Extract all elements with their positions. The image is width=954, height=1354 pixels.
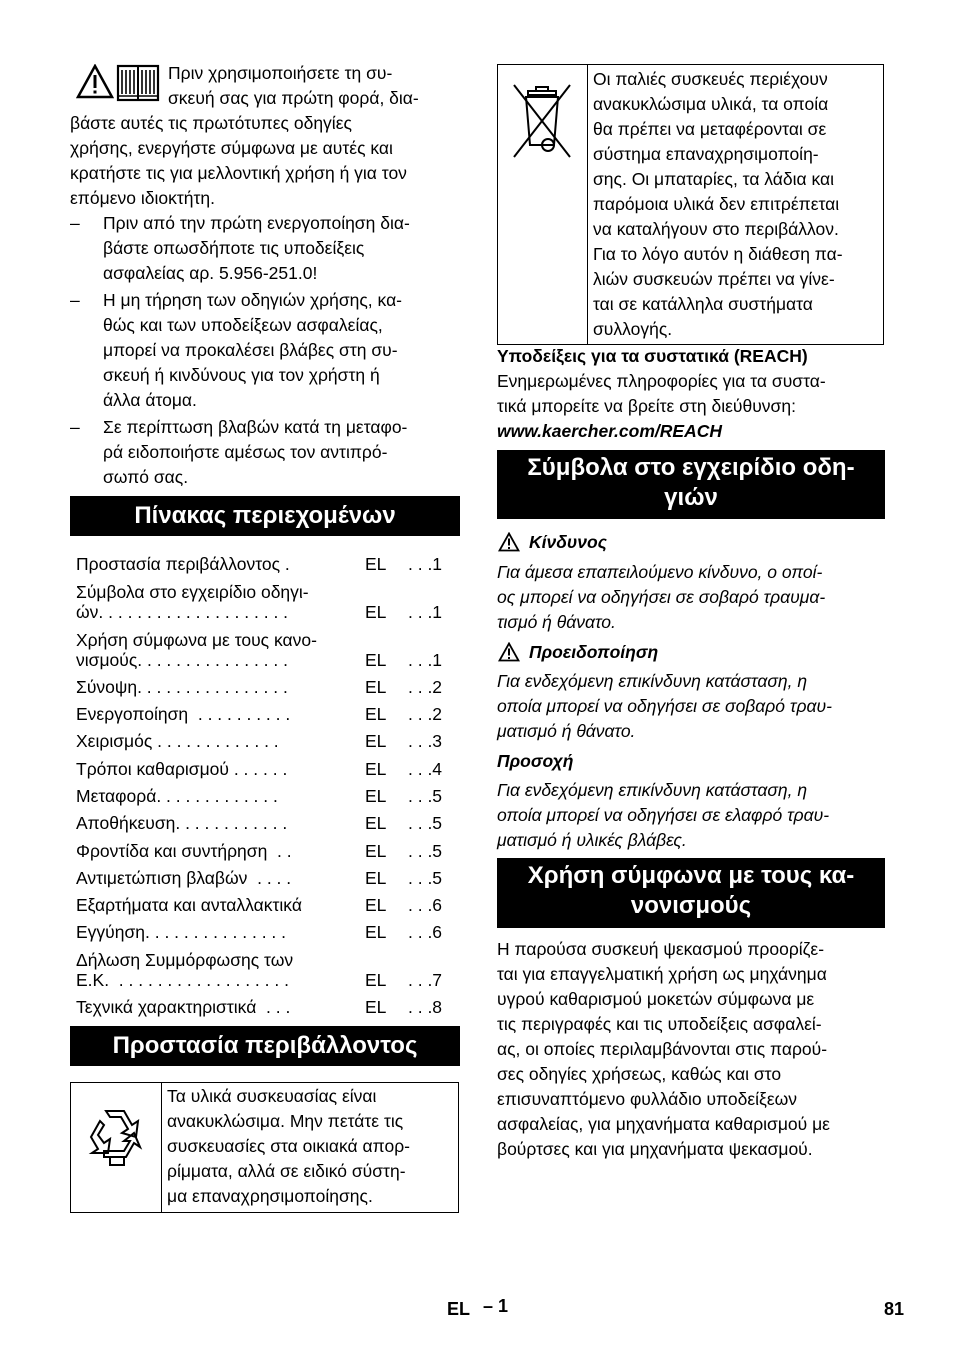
- packaging-recycle-box: [70, 1082, 459, 1213]
- danger-line: τισμό ή θάνατο.: [497, 612, 616, 632]
- toc-lang: EL: [365, 841, 387, 861]
- bullet-dash: –: [70, 213, 80, 233]
- heading-line: γιών: [664, 484, 718, 511]
- toc-page: . . .7: [408, 970, 443, 990]
- heading-line: Σύμβολα στο εγχειρίδιο οδη-: [527, 454, 855, 481]
- toc-title-cont: νισμούς. . . . . . . . . . . . . . . .: [76, 650, 288, 670]
- toc-title: Μεταφορά. . . . . . . . . . . . .: [76, 786, 278, 806]
- bullet-line: Πριν από την πρώτη ενεργοποίηση δια-: [103, 213, 410, 233]
- packaging-line: ρίμματα, αλλά σε ειδικό σύστη-: [167, 1161, 406, 1181]
- danger-warning-icon: [498, 532, 520, 552]
- bullet-line: Σε περίπτωση βλαβών κατά τη μεταφο-: [103, 417, 408, 437]
- bullet-line: Η μη τήρηση των οδηγιών χρήσης, κα-: [103, 290, 403, 310]
- packaging-line: ανακυκλώσιμα. Μην πετάτε τις: [167, 1111, 404, 1131]
- devices-line: να καταλήγουν στο περιβάλλον.: [593, 219, 839, 239]
- heading-line: Χρήση σύμφωνα με τους κα-: [527, 862, 855, 889]
- toc-lang: EL: [365, 868, 387, 888]
- toc-page: . . .3: [408, 731, 443, 751]
- toc-row[interactable]: [76, 554, 456, 574]
- crossed-out-bin-icon: [512, 83, 572, 159]
- packaging-line: Τα υλικά συσκευασίας είναι: [167, 1086, 377, 1106]
- danger-line: Για άμεσα επαπειλούμενο κίνδυνο, ο οποί-: [497, 562, 823, 582]
- toc-lang: EL: [365, 922, 387, 942]
- packaging-line: μα επαναχρησιμοποίησης.: [167, 1186, 373, 1206]
- devices-line: ται σε κατάλληλα συστήματα: [593, 294, 813, 314]
- caution-line: Για ενδεχόμενη επικίνδυνη κατάσταση, η: [497, 780, 808, 800]
- toc-page: . . .8: [408, 997, 443, 1017]
- warning-symbol-icon: [498, 642, 520, 662]
- toc-title: Αντιμετώπιση βλαβών . . . .: [76, 868, 292, 888]
- toc-page: . . .5: [408, 868, 443, 888]
- bullet-line: ρά ειδοποιήστε αμέσως τον αντιπρό-: [103, 442, 388, 462]
- devices-line: σης. Οι μπαταρίες, τα λάδια και: [593, 169, 835, 189]
- toc-page: . . .4: [408, 759, 443, 779]
- warning-icon: [76, 64, 114, 100]
- toc-lang: EL: [365, 970, 387, 990]
- toc-row[interactable]: [76, 582, 456, 626]
- toc-page: . . .2: [408, 704, 443, 724]
- heading-line: νονισμούς: [630, 892, 752, 919]
- intended-line: επισυναπτόμενο φυλλάδιο υποδείξεων: [497, 1089, 798, 1109]
- intended-line: βούρτσες και για μηχανήματα ψεκασμού.: [497, 1139, 813, 1159]
- intro-line: κρατήστε τις για μελλοντική χρήση ή για τον: [70, 163, 407, 183]
- toc-row[interactable]: [76, 950, 456, 994]
- warning-line: Για ενδεχόμενη επικίνδυνη κατάσταση, η: [497, 671, 808, 691]
- toc-page: . . .6: [408, 922, 443, 942]
- toc-title: Προστασία περιβάλλοντος .: [76, 554, 290, 574]
- reach-line: Ενημερωμένες πληροφορίες για τα συστα-: [497, 371, 826, 391]
- toc-lang: EL: [365, 759, 387, 779]
- intended-line: ται για επαγγελματική χρήση ως μηχάνημα: [497, 964, 827, 984]
- toc-lang: EL: [365, 554, 387, 574]
- intro-line: χρήσης, ενεργήστε σύμφωνα με αυτές και: [70, 138, 393, 158]
- devices-line: ανακυκλώσιμα υλικά, τα οποία: [593, 94, 829, 114]
- toc-lang: EL: [365, 997, 387, 1017]
- danger-line: ος μπορεί να οδηγήσει σε σοβαρό τραυμα-: [497, 587, 826, 607]
- devices-line: παρόμοια υλικά δεν επιτρέπεται: [593, 194, 840, 214]
- toc-title: Εξαρτήματα και ανταλλακτικά: [76, 895, 302, 915]
- toc-title-cont: ών. . . . . . . . . . . . . . . . . . . .: [76, 602, 289, 622]
- devices-line: λιών συσκευών πρέπει να γίνε-: [593, 269, 835, 289]
- bullet-line: βάστε οπωσδήποτε τις υποδείξεις: [103, 238, 365, 258]
- caution-title: Προσοχή: [497, 751, 574, 771]
- footer-section-page: – 1: [483, 1296, 509, 1316]
- toc-page: . . .5: [408, 813, 443, 833]
- toc-page: . . .1: [408, 650, 443, 670]
- toc-title: Αποθήκευση. . . . . . . . . . . .: [76, 813, 288, 833]
- bullet-line: σωπό σας.: [103, 467, 189, 487]
- bullet-dash: –: [70, 417, 80, 437]
- toc-title: Εγγύηση. . . . . . . . . . . . . . .: [76, 922, 287, 942]
- bullet-line: θώς και των υποδείξεων ασφαλείας,: [103, 315, 383, 335]
- toc-lang: EL: [365, 677, 387, 697]
- devices-line: συλλογής.: [593, 319, 673, 339]
- toc-row[interactable]: [76, 630, 456, 674]
- toc-lang: EL: [365, 602, 387, 622]
- devices-line: θα πρέπει να μεταφέρονται σε: [593, 119, 827, 139]
- caution-line: ματισμό ή υλικές βλάβες.: [497, 830, 687, 850]
- intended-line: υγρού καθαρισμού μοκετών σύμφωνα με: [497, 989, 815, 1009]
- bullet-line: μπορεί να προκαλέσει βλάβες στη συ-: [103, 340, 398, 360]
- toc-page: . . .5: [408, 786, 443, 806]
- recycle-icon: [80, 1101, 152, 1173]
- toc-title: Φροντίδα και συντήρηση . .: [76, 841, 292, 861]
- toc-title: Σύνοψη. . . . . . . . . . . . . . . .: [76, 677, 288, 697]
- intended-line: σες οδηγίες χρήσεως, καθώς και στο: [497, 1064, 782, 1084]
- devices-line: Για το λόγο αυτόν η διάθεση πα-: [593, 244, 843, 264]
- intro-line: Πριν χρησιμοποιήσετε τη συ-: [168, 63, 393, 83]
- toc-title: Ενεργοποίηση . . . . . . . . . .: [76, 704, 291, 724]
- warning-line: οποία μπορεί να οδηγήσει σε σοβαρό τραυ-: [497, 696, 832, 716]
- toc-page: . . .1: [408, 554, 443, 574]
- toc-title: Δήλωση Συμμόρφωσης των: [76, 950, 294, 970]
- reach-url-link[interactable]: www.kaercher.com/REACH: [497, 421, 722, 441]
- toc-lang: EL: [365, 704, 387, 724]
- toc-title: Χειρισμός . . . . . . . . . . . . .: [76, 731, 279, 751]
- footer-language: EL: [447, 1299, 471, 1319]
- toc-title: Τρόποι καθαρισμού . . . . . .: [76, 759, 288, 779]
- toc-lang: EL: [365, 731, 387, 751]
- old-devices-box: [497, 64, 884, 345]
- intro-line: επόμενο ιδιοκτήτη.: [70, 188, 215, 208]
- toc-lang: EL: [365, 650, 387, 670]
- bullet-dash: –: [70, 290, 80, 310]
- toc-page: . . .2: [408, 677, 443, 697]
- reach-line: τικά μπορείτε να βρείτε στη διεύθυνση:: [497, 396, 796, 416]
- bullet-line: σκευή ή κινδύνους για τον χρήστη ή: [103, 365, 380, 385]
- symbols-heading: [497, 450, 885, 519]
- environment-heading: Προστασία περιβάλλοντος: [70, 1026, 460, 1066]
- bullet-line: ασφαλείας αρ. 5.956-251.0!: [103, 263, 318, 283]
- toc-title: Σύμβολα στο εγχειρίδιο οδηγι-: [76, 582, 309, 602]
- toc-title-cont: Ε.Κ. . . . . . . . . . . . . . . . . . .: [76, 970, 289, 990]
- toc-page: . . .5: [408, 841, 443, 861]
- toc-lang: EL: [365, 813, 387, 833]
- recycle-icon-cell: [71, 1083, 162, 1212]
- danger-title: Κίνδυνος: [529, 532, 607, 552]
- warning-title: Προειδοποίηση: [529, 642, 659, 662]
- caution-line: οποία μπορεί να οδηγήσει σε ελαφρό τραυ-: [497, 805, 830, 825]
- packaging-line: συσκευασίες στα οικιακά απορ-: [167, 1136, 410, 1156]
- devices-line: σύστημα επαναχρησιμοποίη-: [593, 144, 819, 164]
- intended-line: ασφαλείας, για μηχανήματα καθαρισμού με: [497, 1114, 830, 1134]
- toc-lang: EL: [365, 786, 387, 806]
- toc-lang: EL: [365, 895, 387, 915]
- bullet-line: άλλα άτομα.: [103, 390, 197, 410]
- intended-line: Η παρούσα συσκευή ψεκασμού προορίζε-: [497, 939, 825, 959]
- warning-line: ματισμό ή θάνατο.: [497, 721, 636, 741]
- intended-line: τις περιγραφές και τις υποδείξεις ασφαλεί-: [497, 1014, 822, 1034]
- toc-title: Χρήση σύμφωνα με τους κανο-: [76, 630, 317, 650]
- toc-page: . . .1: [408, 602, 443, 622]
- toc-page: . . .6: [408, 895, 443, 915]
- page-number: 81: [884, 1299, 905, 1319]
- toc-heading: Πίνακας περιεχομένων: [70, 496, 460, 536]
- intro-line: βάστε αυτές τις πρωτότυπες οδηγίες: [70, 113, 352, 133]
- reach-title: Υποδείξεις για τα συστατικά (REACH): [497, 346, 808, 366]
- devices-line: Οι παλιές συσκευές περιέχουν: [593, 69, 828, 89]
- manual-book-icon: [116, 64, 160, 102]
- toc-title: Τεχνικά χαρακτηριστικά . . .: [76, 997, 291, 1017]
- weee-icon-cell: [498, 65, 588, 344]
- intro-line: σκευή σας για πρώτη φορά, δια-: [168, 88, 419, 108]
- intended-use-heading: [497, 858, 885, 928]
- intended-line: ας, οι οποίες περιλαμβάνονται στις παρού-: [497, 1039, 828, 1059]
